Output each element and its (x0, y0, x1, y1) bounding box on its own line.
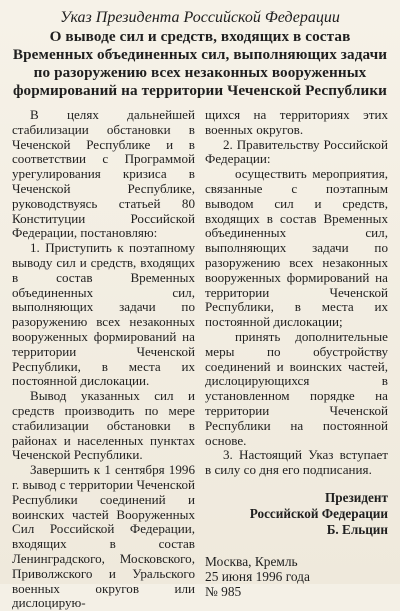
paragraph-measures: осуществить мероприятия, связанные с поэтапным выводом сил и средств, входящих в состав Временных объединенных сил, выполняющих задачи по разоружению всех незаконных вооруженных формирований на территории Чеченской Республики, в места их постоянной дислокации; (205, 166, 388, 330)
decree-number: № 985 (205, 583, 242, 599)
paragraph-preamble: В целях дальнейшей стабилизации обстановки в Чеченской Республике и в соответствии с Программой урегулирования кризиса в Чеченской Республике, руководствуясь статьей 80 Конституции Российской Федерации, постановляю: (12, 107, 195, 241)
paragraph-item-1: 1. Приступить к поэтапному выводу сил и средств, входящих в состав Временных объединенных сил, выполняющих задачи по разоружению всех незаконных вооруженных формирований на территории Чеченской Республики, в места их постоянной дислокации. (12, 240, 195, 389)
signature-country: Российской Федерации (249, 505, 388, 521)
date: 25 июня 1996 года (205, 568, 310, 584)
paragraph-deadline: Завершить к 1 сентября 1996 г. вывод с территории Чеченской Республики соединений и воинских частей Вооруженных Сил Российской Федерации, входящих в состав Ленинградского, Московского, Приволжского и Уральского военных округов или дислоцирую- (12, 462, 195, 611)
place: Москва, Кремль (205, 553, 298, 569)
signature-block (205, 490, 388, 538)
document-header (12, 8, 388, 100)
paragraph-continuation: щихся на территориях этих военных округов. (205, 107, 388, 137)
document-title: О выводе сил и средств, входящих в состав Временных объединенных сил, выполняющих задачи по разоружению всех незаконных вооруженных формирований на территории Чеченской Республики (12, 28, 388, 99)
paragraph-item-2: 2. Правительству Российской Федерации: (205, 136, 388, 167)
right-column (205, 108, 388, 611)
place-date-block (205, 554, 388, 599)
text-columns (12, 108, 388, 611)
signature-name: Б. Ельцин (326, 521, 388, 537)
paragraph-withdrawal: Вывод указанных сил и средств производить по мере стабилизации обстановки в районах и населенных пунктах Чеченской Республики. (12, 388, 195, 463)
document-type-line: Указ Президента Российской Федерации (60, 9, 340, 26)
paragraph-additional: принять дополнительные меры по обустройству соединений и воинских частей, дислоцирующихся в установленном порядке на территории Чеченской Республики на постоянной основе. (205, 328, 388, 448)
left-column (12, 108, 195, 611)
signature-title: Президент (325, 489, 388, 505)
paragraph-item-3: 3. Настоящий Указ вступает в силу со дня его подписания. (205, 447, 388, 478)
